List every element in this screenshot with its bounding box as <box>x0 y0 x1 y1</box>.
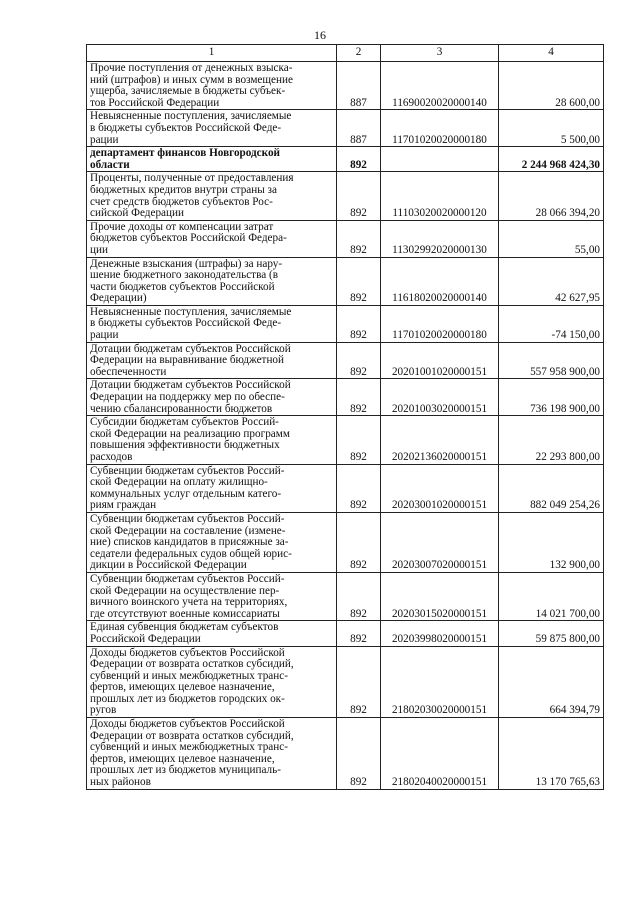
row-budget-code: 11701020020000180 <box>381 110 499 147</box>
row-amount: 59 875 800,00 <box>499 621 604 646</box>
row-description: Денежные взыскания (штрафы) за нару- шение бюджетного законодательства (в части бюджетов субъектов Российской Федерации) <box>87 257 337 305</box>
table-row <box>87 718 604 790</box>
row-description: Прочие поступления от денежных взыска- ний (штрафов) и иных сумм в возмещение ущерба, зачисляемые в бюджеты субъек- тов Российской Федерации <box>87 62 337 110</box>
row-admin-code: 892 <box>337 512 381 572</box>
row-description: Дотации бюджетам субъектов Российской Федерации на поддержку мер по обеспе- чению сбалансированности бюджетов <box>87 379 337 416</box>
row-amount: 557 958 900,00 <box>499 342 604 379</box>
row-admin-code: 892 <box>337 621 381 646</box>
table-row <box>87 621 604 646</box>
row-amount: 13 170 765,63 <box>499 718 604 790</box>
table-row <box>87 572 604 620</box>
row-description: Невыясненные поступления, зачисляемые в бюджеты субъектов Российской Феде- рации <box>87 305 337 342</box>
row-amount: 132 900,00 <box>499 512 604 572</box>
row-amount: 28 600,00 <box>499 62 604 110</box>
row-description: Доходы бюджетов субъектов Российской Федерации от возврата остатков субсидий, субвенций и иных межбюджетных транс- фертов, имеющих целевое назначение, прошлых лет из бюджетов муниципаль- ных районов <box>87 718 337 790</box>
column-header: 4 <box>499 45 604 62</box>
row-admin-code: 887 <box>337 110 381 147</box>
table-body <box>87 62 604 790</box>
row-admin-code: 892 <box>337 572 381 620</box>
row-budget-code: 21802030020000151 <box>381 646 499 718</box>
row-budget-code: 11690020020000140 <box>381 62 499 110</box>
table-row <box>87 464 604 512</box>
table-row <box>87 379 604 416</box>
row-budget-code: 21802040020000151 <box>381 718 499 790</box>
row-description: Субсидии бюджетам субъектов Россий- ской Федерации на реализацию программ повышения эффективности бюджетных расходов <box>87 416 337 464</box>
column-header: 3 <box>381 45 499 62</box>
row-description: Субвенции бюджетам субъектов Россий- ской Федерации на составление (измене- ние) списков кандидатов в присяжные за- седатели федеральных судов общей юрис- дикции в Российской Федерации <box>87 512 337 572</box>
row-budget-code: 20201001020000151 <box>381 342 499 379</box>
row-amount: 22 293 800,00 <box>499 416 604 464</box>
table-row <box>87 416 604 464</box>
row-amount: 5 500,00 <box>499 110 604 147</box>
table-row <box>87 512 604 572</box>
table-row <box>87 147 604 172</box>
table-row <box>87 220 604 257</box>
table-row <box>87 62 604 110</box>
row-amount: -74 150,00 <box>499 305 604 342</box>
row-description: Доходы бюджетов субъектов Российской Федерации от возврата остатков субсидий, субвенций и иных межбюджетных транс- фертов, имеющих целевое назначение, прошлых лет из бюджетов городских ок- ругов <box>87 646 337 718</box>
row-budget-code: 20202136020000151 <box>381 416 499 464</box>
row-amount: 664 394,79 <box>499 646 604 718</box>
row-amount: 14 021 700,00 <box>499 572 604 620</box>
row-description: Дотации бюджетам субъектов Российской Федерации на выравнивание бюджетной обеспеченности <box>87 342 337 379</box>
row-amount: 55,00 <box>499 220 604 257</box>
row-admin-code: 892 <box>337 416 381 464</box>
row-budget-code: 20203001020000151 <box>381 464 499 512</box>
row-budget-code: 11618020020000140 <box>381 257 499 305</box>
row-admin-code: 892 <box>337 646 381 718</box>
column-header: 2 <box>337 45 381 62</box>
row-description: Прочие доходы от компенсации затрат бюджетов субъектов Российской Федера- ции <box>87 220 337 257</box>
row-admin-code: 892 <box>337 464 381 512</box>
row-amount: 882 049 254,26 <box>499 464 604 512</box>
row-description: Единая субвенция бюджетам субъектов Российской Федерации <box>87 621 337 646</box>
row-description: Проценты, полученные от предоставления бюджетных кредитов внутри страны за счет средств бюджетов субъектов Рос- сийской Федерации <box>87 172 337 220</box>
page-number: 16 <box>314 28 326 42</box>
row-admin-code: 892 <box>337 718 381 790</box>
row-budget-code: 20201003020000151 <box>381 379 499 416</box>
revenue-table <box>86 44 604 790</box>
table-row <box>87 646 604 718</box>
table-row <box>87 342 604 379</box>
row-budget-code <box>381 147 499 172</box>
row-admin-code: 892 <box>337 257 381 305</box>
row-admin-code: 892 <box>337 379 381 416</box>
table-row <box>87 305 604 342</box>
row-description: департамент финансов Новгородской области <box>87 147 337 172</box>
row-amount: 736 198 900,00 <box>499 379 604 416</box>
row-amount: 42 627,95 <box>499 257 604 305</box>
table-row <box>87 172 604 220</box>
column-header: 1 <box>87 45 337 62</box>
row-admin-code: 892 <box>337 147 381 172</box>
row-budget-code: 20203998020000151 <box>381 621 499 646</box>
row-description: Субвенции бюджетам субъектов Россий- ской Федерации на осуществление пер- вичного воинского учета на территориях, где отсутствуют военные комиссариаты <box>87 572 337 620</box>
row-description: Субвенции бюджетам субъектов Россий- ской Федерации на оплату жилищно- коммунальных услуг отдельным катего- риям граждан <box>87 464 337 512</box>
row-budget-code: 11302992020000130 <box>381 220 499 257</box>
table-row <box>87 110 604 147</box>
table-row <box>87 257 604 305</box>
row-amount: 2 244 968 424,30 <box>499 147 604 172</box>
row-admin-code: 892 <box>337 172 381 220</box>
row-admin-code: 892 <box>337 220 381 257</box>
row-budget-code: 20203015020000151 <box>381 572 499 620</box>
row-budget-code: 11103020020000120 <box>381 172 499 220</box>
table-header-row <box>87 45 604 62</box>
row-budget-code: 20203007020000151 <box>381 512 499 572</box>
row-admin-code: 887 <box>337 62 381 110</box>
row-admin-code: 892 <box>337 305 381 342</box>
row-amount: 28 066 394,20 <box>499 172 604 220</box>
row-admin-code: 892 <box>337 342 381 379</box>
row-budget-code: 11701020020000180 <box>381 305 499 342</box>
row-description: Невыясненные поступления, зачисляемые в бюджеты субъектов Российской Феде- рации <box>87 110 337 147</box>
